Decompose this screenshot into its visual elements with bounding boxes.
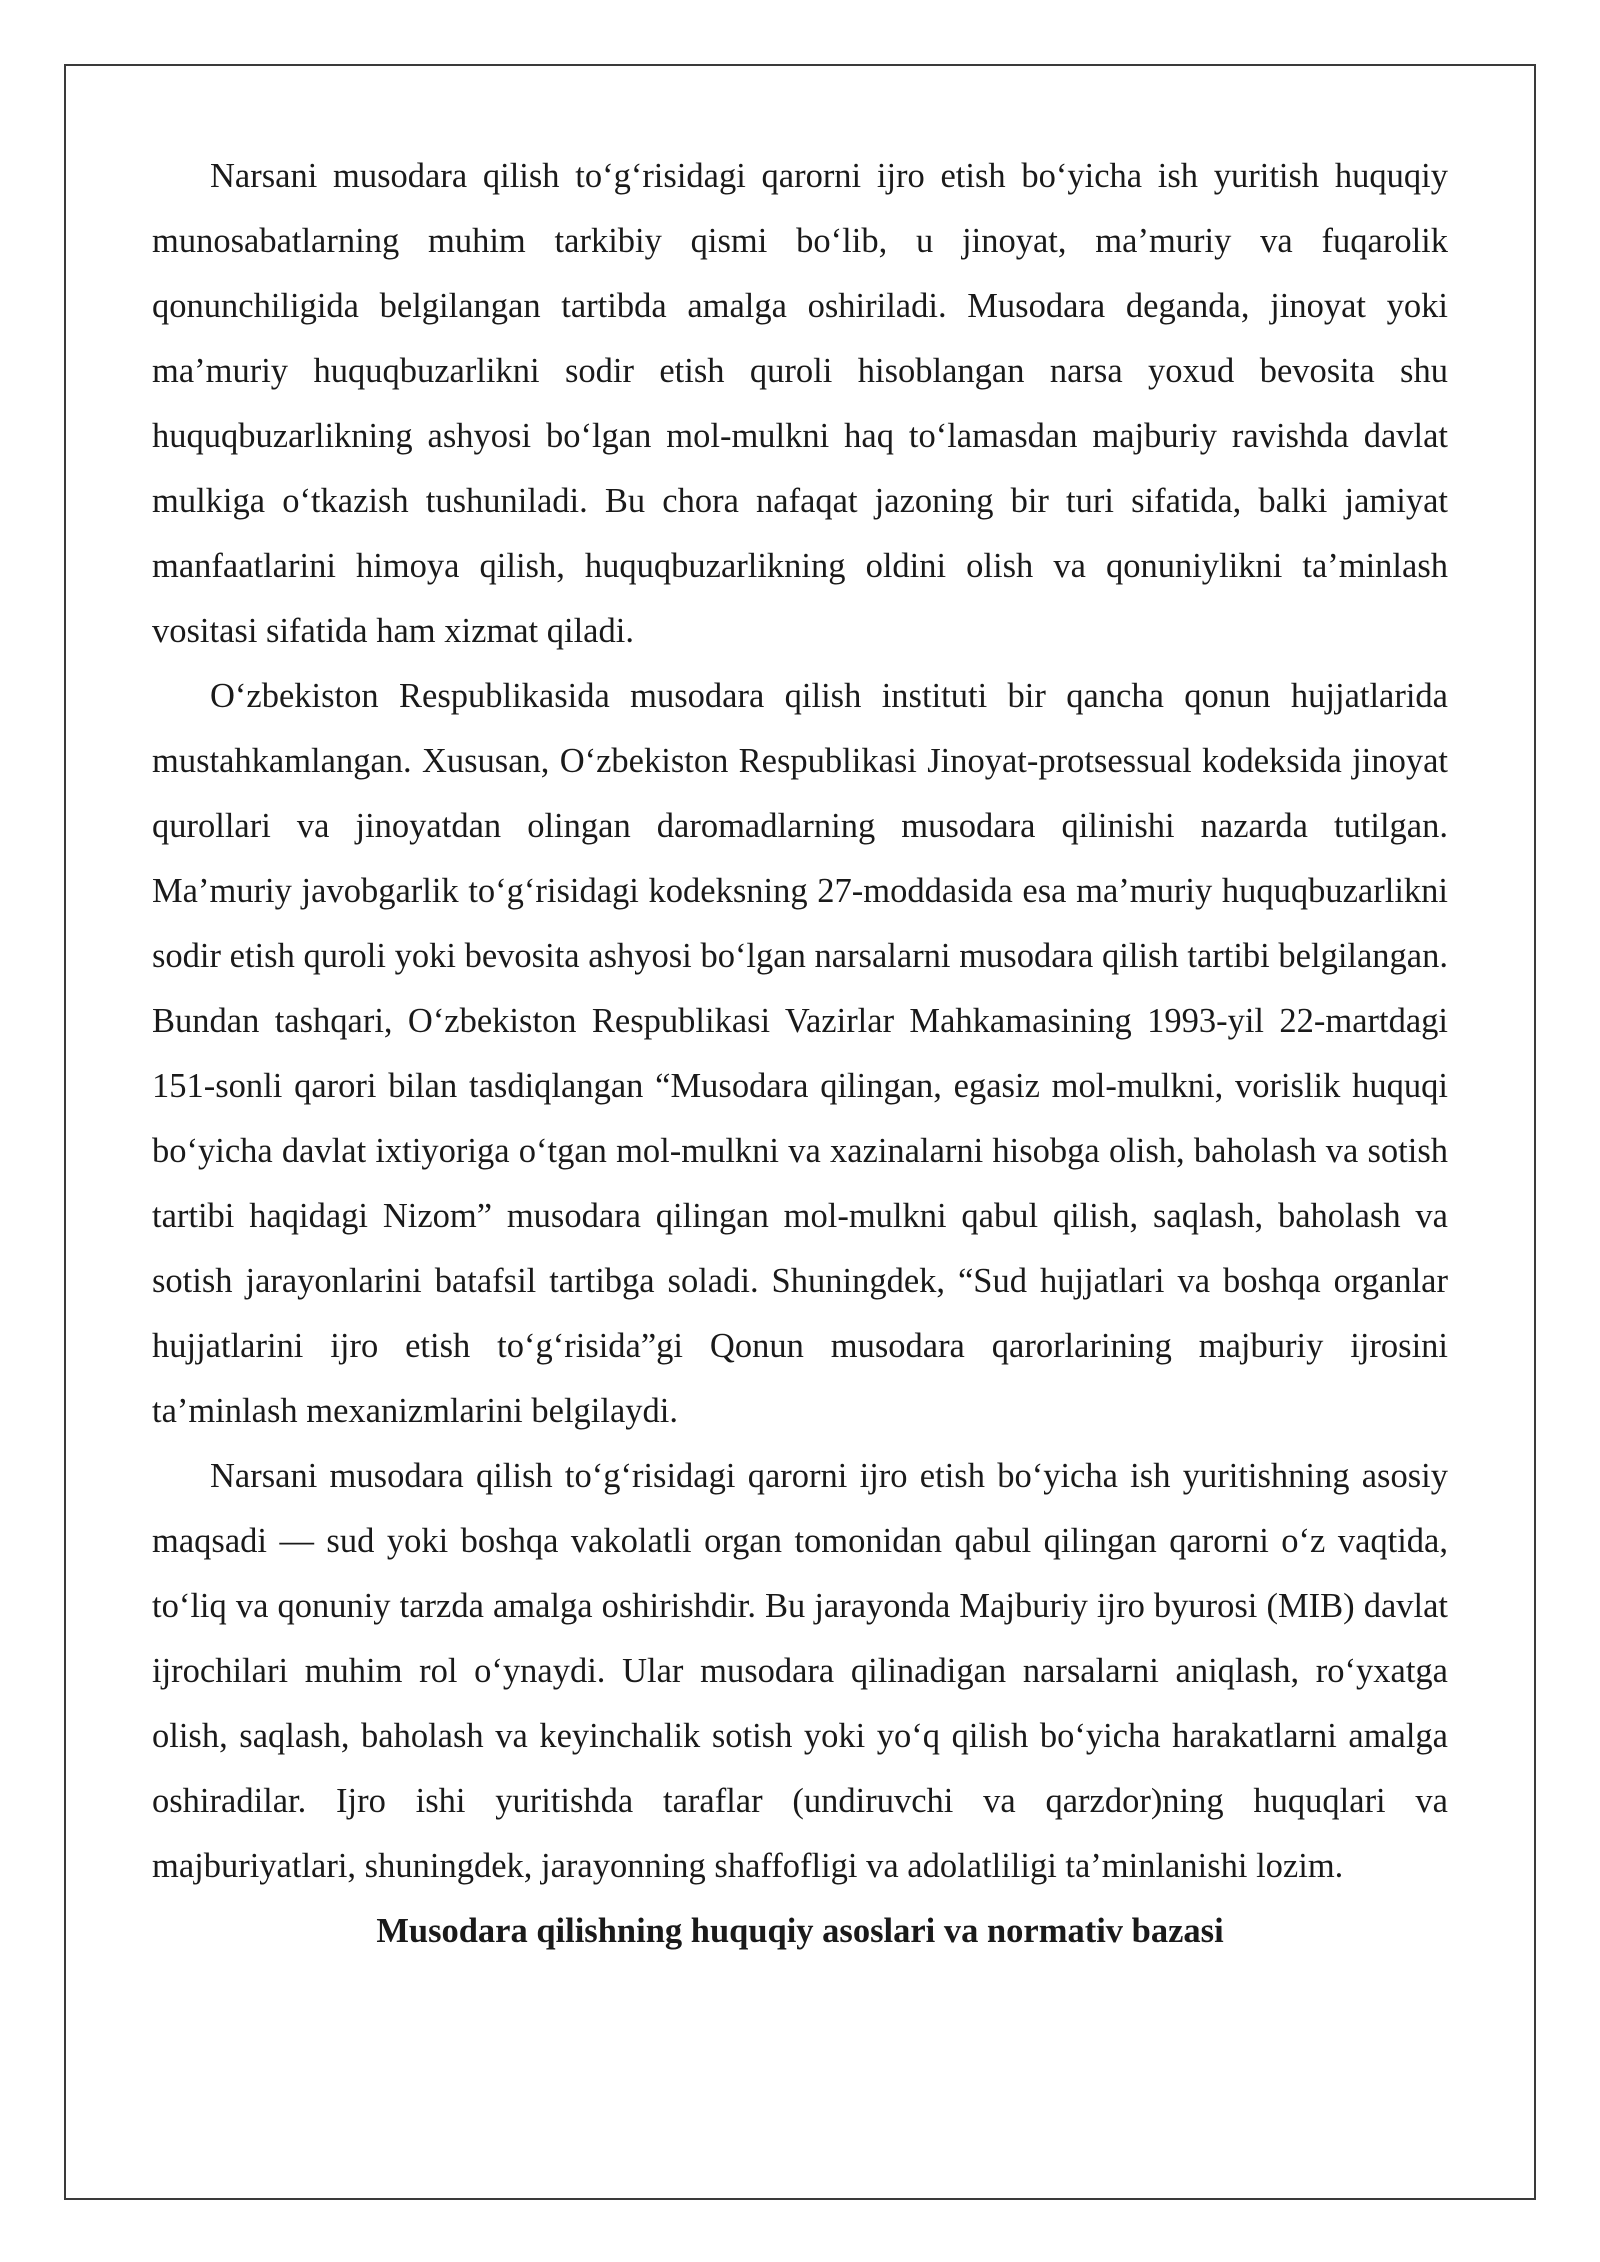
section-heading: Musodara qilishning huquqiy asoslari va normativ bazasi (376, 1912, 1224, 1950)
paragraph-2: O‘zbekiston Respublikasida musodara qilish instituti bir qancha qonun hujjatlarida mustahkamlangan. Xususan, O‘zbekiston Respublikasi Jinoyat-protsessual kodeksida jinoyat qurollari va jinoyatdan olingan daromadlarning musodara qilinishi nazarda tutilgan. Ma’muriy javobgarlik to‘g‘risidagi kodeksning 27-moddasida esa ma’muriy huquqbuzarlikni sodir etish quroli yoki bevosita ashyosi bo‘lgan narsalarni musodara qilish tartibi belgilangan. Bundan tashqari, O‘zbekiston Respublikasi Vazirlar Mahkamasining 1993-yil 22-martdagi 151-sonli qarori bilan tasdiqlangan “Musodara qilingan, egasiz mol-mulkni, vorislik huquqi bo‘yicha davlat ixtiyoriga o‘tgan mol-mulkni va xazinalarni hisobga olish, baholash va sotish tartibi haqidagi Nizom” musodara qilingan mol-mulkni qabul qilish, saqlash, baholash va sotish jarayonlarini batafsil tartibga soladi. Shuningdek, “Sud hujjatlari va boshqa organlar hujjatlarini ijro etish to‘g‘risida”gi Qonun musodara qarorlarining majburiy ijrosini ta’minlash mexanizmlarini belgilaydi. (152, 677, 1448, 1430)
paragraph-3: Narsani musodara qilish to‘g‘risidagi qarorni ijro etish bo‘yicha ish yuritishning asosiy maqsadi — sud yoki boshqa vakolatli organ tomonidan qabul qilingan qarorni o‘z vaqtida, to‘liq va qonuniy tarzda amalga oshirishdir. Bu jarayonda Majburiy ijro byurosi (MIB) davlat ijrochilari muhim rol o‘ynaydi. Ular musodara qilinadigan narsalarni aniqlash, ro‘yxatga olish, saqlash, baholash va keyinchalik sotish yoki yo‘q qilish bo‘yicha harakatlarni amalga oshiradilar. Ijro ishi yuritishda taraflar (undiruvchi va qarzdor)ning huquqlari va majburiyatlari, shuningdek, jarayonning shaffofligi va adolatliligi ta’minlanishi lozim. (152, 1457, 1448, 1885)
document-body (152, 144, 1448, 1964)
paragraph-1: Narsani musodara qilish to‘g‘risidagi qarorni ijro etish bo‘yicha ish yuritish huquqiy munosabatlarning muhim tarkibiy qismi bo‘lib, u jinoyat, ma’muriy va fuqarolik qonunchiligida belgilangan tartibda amalga oshiriladi. Musodara deganda, jinoyat yoki ma’muriy huquqbuzarlikni sodir etish quroli hisoblangan narsa yoxud bevosita shu huquqbuzarlikning ashyosi bo‘lgan mol-mulkni haq to‘lamasdan majburiy ravishda davlat mulkiga o‘tkazish tushuniladi. Bu chora nafaqat jazoning bir turi sifatida, balki jamiyat manfaatlarini himoya qilish, huquqbuzarlikning oldini olish va qonuniylikni ta’minlash vositasi sifatida ham xizmat qiladi. (152, 157, 1448, 650)
